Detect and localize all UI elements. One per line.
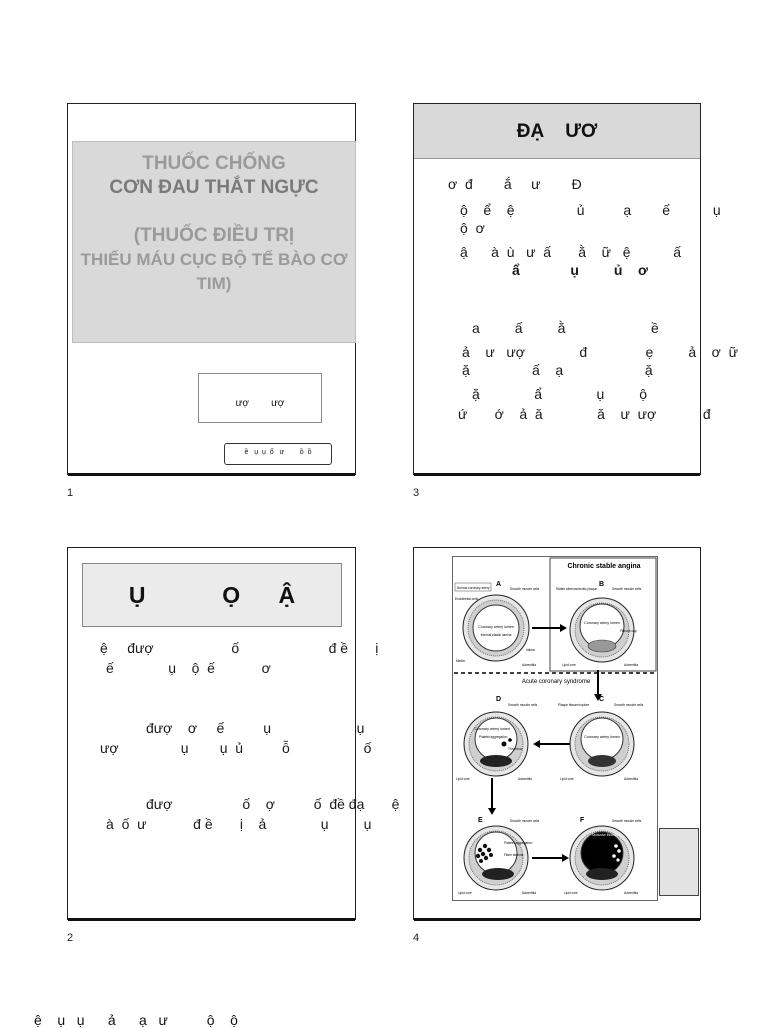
body-line: ộ ể ệ ủ ạ ế ụ [460, 202, 721, 218]
svg-text:D: D [496, 696, 502, 703]
slide-1-footer-box [224, 443, 332, 465]
slide-2 [67, 547, 400, 920]
svg-text:Intima: Intima [526, 648, 535, 652]
slide-1-title-box [72, 141, 356, 343]
svg-text:Smooth muscle cells: Smooth muscle cells [614, 703, 644, 707]
svg-text:Media: Media [456, 659, 465, 663]
slide-1-author-box [198, 373, 322, 423]
slide-1 [67, 103, 356, 475]
slide-3-header [414, 104, 700, 159]
svg-text:Adventitia: Adventitia [522, 891, 536, 895]
svg-text:Lipid core: Lipid core [458, 891, 472, 895]
svg-text:Smooth muscle cells: Smooth muscle cells [612, 587, 642, 591]
svg-text:Smooth muscle cells: Smooth muscle cells [510, 587, 540, 591]
body-line: ượ ụ ụ ủ ỗ ố [100, 740, 372, 756]
body-line: đượ ố ợ ố đề đạ ệ [146, 796, 400, 812]
bottom-footer-text: ệ ụ ụ ả ạ ư ộ ộ [34, 1012, 238, 1028]
title-line: CƠN ĐAU THẮT NGỰC [109, 177, 319, 198]
svg-text:Normal coronary artery: Normal coronary artery [457, 586, 490, 590]
body-line: ơ đ ắ ư Đ [448, 176, 582, 192]
body-line: à ố ư đ ề ị ả ụ ụ [106, 816, 372, 832]
svg-text:F: F [580, 817, 585, 824]
body-line: a ấ ằ ề [472, 320, 659, 336]
slide-bottom-rule [68, 473, 355, 476]
svg-text:A: A [496, 581, 502, 588]
slide-number-2: 2 [67, 932, 74, 944]
svg-text:Smooth muscle cells: Smooth muscle cells [612, 819, 642, 823]
figure-title: Chronic stable angina [567, 563, 641, 570]
svg-text:E: E [478, 817, 483, 824]
svg-text:Coronary artery lumen: Coronary artery lumen [474, 727, 510, 731]
body-line: ậ à ù ư ấ ằ ữ ệ ấ [460, 244, 682, 260]
body-line: đượ ơ ế ụ ụ [146, 720, 365, 736]
svg-text:Adventitia: Adventitia [624, 891, 638, 895]
svg-text:Smooth muscle cells: Smooth muscle cells [510, 819, 540, 823]
svg-text:Lipid core: Lipid core [564, 891, 578, 895]
body-line: ứ ớ ả ă ă ư ượ đ [458, 406, 711, 422]
svg-text:Lipid core: Lipid core [562, 663, 576, 667]
svg-text:Fibrin strands: Fibrin strands [504, 853, 524, 857]
figure-middle-label: Acute coronary syndrome [521, 679, 591, 685]
svg-text:Platelet aggregation: Platelet aggregation [479, 735, 508, 739]
slide-number-3: 3 [413, 487, 420, 499]
svg-text:Platelet aggregation: Platelet aggregation [504, 841, 533, 845]
svg-text:Endothelial cells: Endothelial cells [455, 597, 479, 601]
slide-3 [413, 103, 738, 475]
svg-text:Thrombus: Thrombus [508, 747, 523, 751]
svg-text:Adventitia: Adventitia [522, 663, 536, 667]
svg-text:Occlusive thrombus: Occlusive thrombus [592, 833, 620, 837]
body-line: ả ư ượ đ ẹ ả ơ ữ [462, 344, 738, 360]
body-line: ộ ơ [460, 220, 485, 236]
svg-text:Adventitia: Adventitia [518, 777, 532, 781]
slide-number-4: 4 [413, 932, 420, 944]
title-line: (THUỐC ĐIỀU TRỊ [133, 225, 295, 246]
slide-4-gray-box [659, 828, 699, 896]
svg-text:Lipid core: Lipid core [560, 777, 574, 781]
svg-text:Fibrous cap: Fibrous cap [620, 629, 637, 633]
slide-bottom-rule [414, 473, 700, 476]
body-line: ặ ẩ ụ ộ [472, 386, 648, 402]
body-line: ẩ ụ ủ ơ [512, 262, 648, 278]
svg-text:B: B [599, 581, 605, 588]
slide-3-header-text: ĐẠ ƯƠ [516, 121, 598, 142]
svg-text:Coronary artery lumen: Coronary artery lumen [584, 735, 620, 739]
slide-bottom-rule [68, 918, 355, 921]
slide-2-header [82, 563, 342, 627]
svg-text:Lipid core: Lipid core [456, 777, 470, 781]
slide-2-header-text: Ụ Ọ Ậ [128, 582, 296, 608]
svg-text:Plaque fissure/rupture: Plaque fissure/rupture [558, 703, 590, 707]
slide-bottom-rule [414, 918, 700, 921]
slide-number-1: 1 [67, 487, 74, 499]
title-line: THUỐC CHỐNG [142, 153, 286, 174]
svg-text:Adventitia: Adventitia [624, 777, 638, 781]
svg-text:Internal elastic lamina: Internal elastic lamina [480, 633, 512, 637]
svg-text:Coronary artery lumen: Coronary artery lumen [478, 625, 514, 629]
slide-1-author-text: ượ ượ [235, 398, 285, 409]
slide-1-title [73, 152, 355, 296]
title-line: THIẾU MÁU CỤC BỘ TẾ BÀO CƠ TIM) [80, 250, 348, 293]
body-line: ặ ấ ạ ặ [462, 362, 653, 378]
svg-text:Coronary artery lumen: Coronary artery lumen [584, 621, 620, 625]
atherosclerosis-figure [452, 556, 658, 901]
svg-text:Adventitia: Adventitia [624, 663, 638, 667]
body-line: ế ụ ộ ế ơ [106, 660, 271, 676]
svg-text:C: C [599, 696, 605, 703]
slide-1-footer-text: ề ụ ụ ổ ư ồ ồ [244, 449, 312, 456]
svg-text:Smooth muscle cells: Smooth muscle cells [508, 703, 538, 707]
slide-4 [413, 547, 701, 920]
body-line: ệ đượ ố đ ề ị [100, 640, 379, 656]
svg-text:Stable atherosclerotic plaque: Stable atherosclerotic plaque [556, 587, 598, 591]
